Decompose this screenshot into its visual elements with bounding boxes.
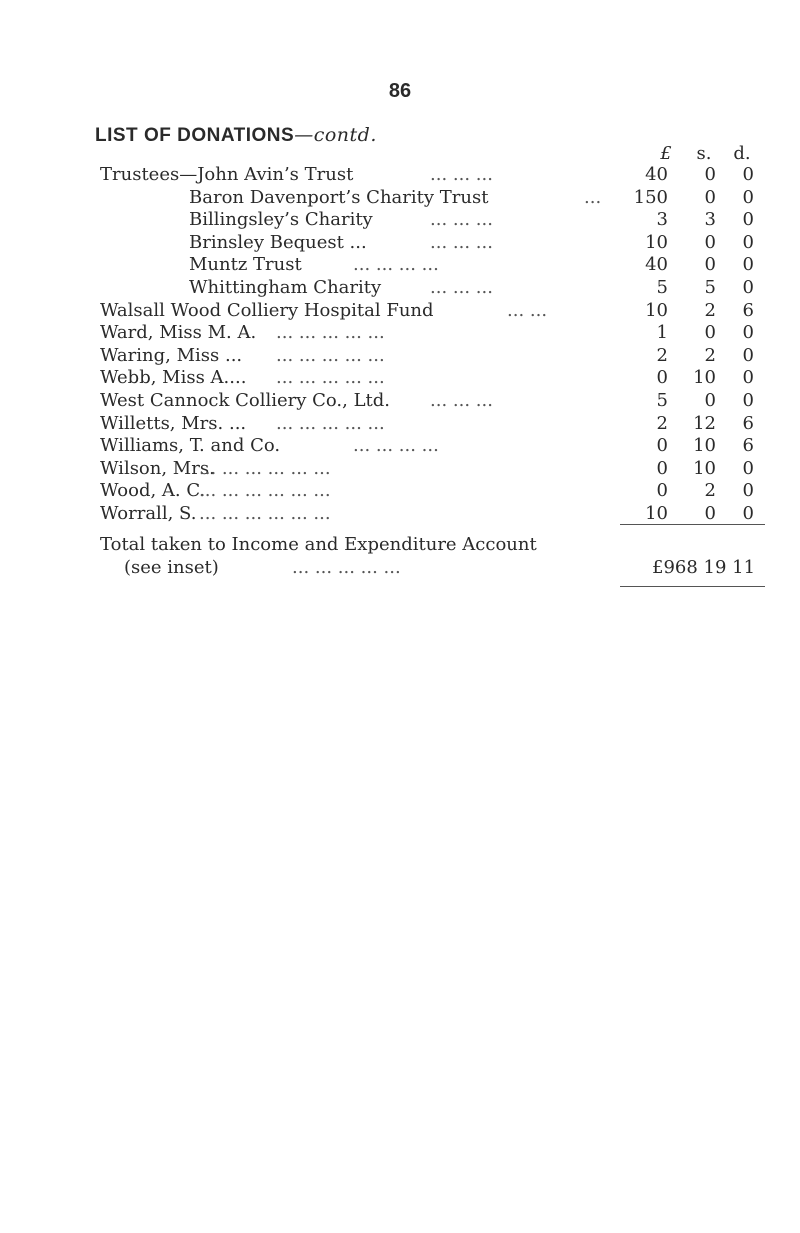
- amount-pounds: 5: [656, 389, 668, 411]
- amount-pence: 6: [742, 412, 754, 434]
- leader-dots: ... ... ...: [430, 231, 493, 253]
- donation-row: [0, 164, 800, 187]
- amount-shillings: 0: [704, 502, 716, 524]
- donation-row: [0, 232, 800, 255]
- leader-dots: ... ... ... ... ...: [292, 557, 401, 578]
- amount-shillings: 0: [704, 254, 716, 276]
- amount-shillings: 0: [704, 322, 716, 344]
- leader-dots: ... ... ... ...: [353, 435, 439, 457]
- amount-pounds: 3: [656, 209, 668, 231]
- total-label: Total taken to Income and Expenditure Account: [100, 534, 537, 555]
- amount-shillings: 0: [704, 389, 716, 411]
- amount-pence: 0: [742, 186, 754, 208]
- amount-pounds: 5: [656, 276, 668, 298]
- donation-row: [0, 322, 800, 345]
- donation-row: [0, 435, 800, 458]
- donor-name: Williams, T. and Co.: [100, 435, 281, 457]
- total-amount: £968 19 11: [652, 557, 756, 578]
- amount-pounds: 150: [633, 186, 668, 208]
- amount-shillings: 5: [704, 276, 716, 298]
- amount-pence: 0: [742, 344, 754, 366]
- leader-dots: ...: [584, 186, 602, 208]
- donor-name: Brinsley Bequest ...: [189, 231, 367, 253]
- donor-name: Walsall Wood Colliery Hospital Fund: [100, 299, 434, 321]
- donation-row: [0, 300, 800, 323]
- total-sublabel: (see inset): [124, 557, 219, 578]
- title-main: LIST OF DONATIONS: [95, 125, 295, 146]
- amount-pence: 0: [742, 209, 754, 231]
- amount-shillings: 2: [704, 299, 716, 321]
- amount-pence: 0: [742, 389, 754, 411]
- leader-dots: ... ... ... ... ...: [276, 344, 385, 366]
- leader-dots: ... ... ... ... ...: [276, 367, 385, 389]
- leader-dots: ... ... ...: [430, 164, 493, 185]
- donor-name: Wood, A. C.: [100, 480, 206, 502]
- page-number: 86: [388, 80, 412, 102]
- amount-pence: 6: [742, 299, 754, 321]
- donor-name: Waring, Miss ...: [100, 344, 243, 366]
- amount-pounds: 0: [656, 367, 668, 389]
- amount-pounds: 40: [645, 254, 668, 276]
- amount-pounds: 2: [656, 344, 668, 366]
- amount-pence: 0: [742, 164, 754, 185]
- amount-shillings: 10: [693, 457, 716, 479]
- leader-dots: ... ... ... ... ...: [276, 412, 385, 434]
- donation-row: [0, 345, 800, 368]
- amount-pence: 0: [742, 254, 754, 276]
- amount-pence: 0: [742, 480, 754, 502]
- donation-row: [0, 277, 800, 300]
- amount-pounds: 2: [656, 412, 668, 434]
- amount-shillings: 0: [704, 164, 716, 185]
- donor-name: Trustees—John Avin’s Trust: [100, 164, 354, 185]
- amount-shillings: 3: [704, 209, 716, 231]
- donation-row: [0, 458, 800, 481]
- donation-row: [0, 367, 800, 390]
- amount-pounds: 0: [656, 480, 668, 502]
- donor-name: Ward, Miss M. A.: [100, 322, 257, 344]
- donor-name: Webb, Miss A....: [100, 367, 247, 389]
- amount-shillings: 10: [693, 435, 716, 457]
- donations-list: [0, 164, 800, 526]
- donor-name: Baron Davenport’s Charity Trust: [189, 186, 489, 208]
- leader-dots: ... ...: [507, 299, 548, 321]
- donation-row: [0, 480, 800, 503]
- amount-pounds: 0: [656, 457, 668, 479]
- leader-dots: ... ... ... ...: [353, 254, 439, 276]
- amount-pence: 0: [742, 231, 754, 253]
- amount-pence: 0: [742, 276, 754, 298]
- amount-pence: 0: [742, 322, 754, 344]
- donor-name: Wilson, Mrs.: [100, 457, 215, 479]
- leader-dots: ... ... ... ... ... ...: [199, 502, 331, 524]
- donor-name: West Cannock Colliery Co., Ltd.: [100, 389, 391, 411]
- donor-name: Billingsley’s Charity: [189, 209, 373, 231]
- amount-shillings: 2: [704, 480, 716, 502]
- amount-pence: 6: [742, 435, 754, 457]
- page-title: [95, 124, 377, 147]
- amount-shillings: 10: [693, 367, 716, 389]
- donation-row: [0, 390, 800, 413]
- amount-pence: 0: [742, 502, 754, 524]
- title-suffix: —contd.: [294, 124, 377, 146]
- donor-name: Whittingham Charity: [189, 276, 382, 298]
- amount-pence: 0: [742, 457, 754, 479]
- leader-dots: ... ... ...: [430, 276, 493, 298]
- amount-pounds: 10: [645, 231, 668, 253]
- leader-dots: ... ... ... ... ... ...: [199, 480, 331, 502]
- donation-row: [0, 413, 800, 436]
- amount-pounds: 0: [656, 435, 668, 457]
- column-header-shillings: s.: [696, 143, 712, 164]
- amount-shillings: 0: [704, 186, 716, 208]
- donor-name: Muntz Trust: [189, 254, 302, 276]
- leader-dots: ... ... ...: [430, 209, 493, 231]
- donation-row: [0, 187, 800, 210]
- leader-dots: ... ... ... ... ...: [276, 322, 385, 344]
- donation-row: [0, 209, 800, 232]
- amount-pounds: 1: [656, 322, 668, 344]
- amount-pounds: 40: [645, 164, 668, 185]
- amount-pounds: 10: [645, 502, 668, 524]
- total-rule-top: [620, 524, 765, 525]
- column-header-pounds: £: [660, 143, 672, 164]
- amount-shillings: 12: [693, 412, 716, 434]
- amount-shillings: 2: [704, 344, 716, 366]
- leader-dots: ... ... ...: [430, 389, 493, 411]
- total-rule-bottom: [620, 586, 765, 587]
- leader-dots: ... ... ... ... ... ...: [199, 457, 331, 479]
- donation-row: [0, 254, 800, 277]
- donor-name: Worrall, S.: [100, 502, 197, 524]
- amount-pence: 0: [742, 367, 754, 389]
- donation-row: [0, 503, 800, 526]
- column-header-pence: d.: [733, 143, 751, 164]
- donor-name: Willetts, Mrs. ...: [100, 412, 247, 434]
- amount-shillings: 0: [704, 231, 716, 253]
- amount-pounds: 10: [645, 299, 668, 321]
